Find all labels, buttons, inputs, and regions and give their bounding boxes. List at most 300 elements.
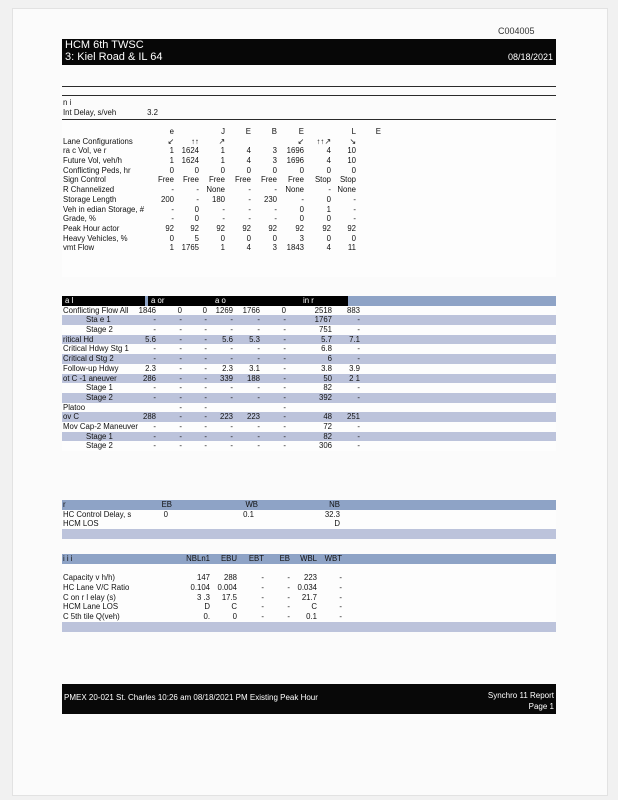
major-cell: 0	[202, 305, 207, 315]
lane-mvmt-cell: 0	[232, 612, 237, 622]
major-header-cell: a I	[62, 296, 145, 306]
lane-mvmt-cell: 147	[196, 573, 210, 583]
lane-cell: Free	[182, 175, 199, 185]
major-cell: -	[357, 392, 360, 402]
lane-mvmt-cell: 0.104	[190, 583, 210, 593]
major-cell: -	[179, 392, 182, 402]
lane-cell: 0	[169, 233, 174, 243]
lane-cell: 4	[326, 156, 331, 166]
movement-header-cell: J	[221, 127, 225, 136]
lane-mvmt-cell: 3 .3	[196, 592, 210, 602]
lane-cell: 200	[160, 194, 174, 204]
major-header-cell: in r	[300, 296, 348, 306]
lane-cell: Stop	[339, 175, 356, 185]
approach-header-cell: NB	[329, 500, 340, 509]
lane-mvmt-cell: -	[339, 583, 342, 593]
approach-cell: 32.3	[324, 509, 340, 519]
major-cell: 3.9	[349, 363, 360, 373]
major-cell: -	[357, 344, 360, 354]
major-cell: -	[179, 325, 182, 335]
lane-cell: -	[248, 185, 251, 195]
lane-cell: -	[171, 204, 174, 214]
lane-mvmt-cell: 288	[223, 573, 237, 583]
major-cell: -	[230, 315, 233, 325]
row-label: Stage 2	[86, 325, 113, 335]
major-cell: -	[357, 325, 360, 335]
major-cell: -	[204, 363, 207, 373]
lane-mvmt-cell: 0.004	[217, 583, 237, 593]
major-cell: -	[204, 402, 207, 412]
major-header-cell: a o	[212, 296, 335, 306]
lane-cell: 92	[165, 223, 174, 233]
major-cell: -	[230, 431, 233, 441]
lane-cell: -	[274, 185, 277, 195]
int-delay-value: 3.2	[147, 107, 158, 117]
major-row	[62, 325, 556, 335]
lane-cell: 0	[194, 165, 199, 175]
lane-cell: 92	[190, 223, 199, 233]
lane-cell: 0	[299, 165, 304, 175]
lane-row	[62, 166, 556, 176]
row-label: Stage 2	[86, 392, 113, 402]
lane-mvmt-cell: 17.5	[221, 592, 237, 602]
lane-cell: None	[337, 185, 356, 195]
major-cell: -	[153, 315, 156, 325]
lane-cell: 0	[220, 233, 225, 243]
major-cell: -	[283, 412, 286, 422]
major-cell: -	[283, 392, 286, 402]
lane-mvmt-row	[62, 593, 556, 603]
major-cell: -	[179, 421, 182, 431]
major-cell: -	[357, 431, 360, 441]
lane-cell: 1	[326, 204, 331, 214]
lane-movement-table	[62, 554, 556, 632]
row-label: Mov Cap-2 Maneuver	[63, 421, 138, 431]
major-row	[62, 412, 556, 422]
lane-row	[62, 214, 556, 224]
major-cell: 3.1	[249, 363, 260, 373]
lane-cell: ↙	[297, 136, 304, 146]
lane-cell: 92	[347, 223, 356, 233]
lane-cell: -	[353, 204, 356, 214]
row-label: HC Lane V/C Ratio	[63, 583, 130, 593]
major-row	[62, 306, 556, 316]
major-cell: -	[283, 344, 286, 354]
lane-cell: 0	[246, 165, 251, 175]
lane-cell: 0	[246, 233, 251, 243]
lane-cell: -	[248, 214, 251, 224]
major-cell: 5.3	[249, 334, 260, 344]
lane-cell: 180	[211, 194, 225, 204]
lane-mvmt-header-cell: WBT	[324, 554, 342, 563]
major-cell: 2518	[314, 305, 332, 315]
lane-cell: Free	[260, 175, 277, 185]
major-row	[62, 422, 556, 432]
major-cell: -	[153, 431, 156, 441]
lane-mvmt-cell: -	[339, 602, 342, 612]
major-cell: 82	[323, 431, 332, 441]
lane-row	[62, 185, 556, 195]
int-delay-label: Int Delay, s/veh	[63, 107, 117, 117]
major-cell: -	[257, 354, 260, 364]
row-label: R Channelized	[63, 185, 115, 195]
lane-cell: ↑↑↗	[316, 136, 331, 146]
spacer-row	[62, 622, 556, 632]
major-cell: -	[230, 421, 233, 431]
row-label: Stage 2	[86, 441, 113, 451]
lane-mvmt-header-cell: EBT	[248, 554, 264, 563]
lane-cell: 1	[220, 243, 225, 253]
approach-cell: 0	[163, 509, 168, 519]
movement-header-cell: E	[375, 127, 381, 136]
major-cell: 306	[318, 441, 332, 451]
major-cell: 286	[142, 373, 156, 383]
movement-header-cell: e	[169, 127, 174, 136]
lane-row	[62, 205, 556, 215]
major-cell: 1269	[215, 305, 233, 315]
major-cell: 1846	[138, 305, 156, 315]
major-cell: 2.3	[222, 363, 233, 373]
major-row	[62, 383, 556, 393]
row-label: C 5th tile Q(veh)	[63, 612, 120, 622]
row-label: ra c Vol, ve r	[63, 146, 107, 156]
lane-cell: 3	[272, 243, 277, 253]
row-label: Sta e 1	[86, 315, 111, 325]
lane-row	[62, 156, 556, 166]
lane-cell: 1	[220, 146, 225, 156]
lane-cell: ↗	[218, 136, 225, 146]
major-row	[62, 403, 556, 413]
section-label: n i	[63, 98, 72, 107]
major-cell: 1766	[242, 305, 260, 315]
major-header-cell: a or	[148, 296, 231, 306]
row-label: HCM Lane LOS	[63, 602, 119, 612]
lane-cell: 11	[347, 243, 356, 253]
major-cell: -	[257, 315, 260, 325]
major-cell: 82	[323, 383, 332, 393]
approach-cell: 0.1	[243, 509, 254, 519]
lane-mvmt-cell: -	[261, 573, 264, 583]
major-cell: -	[204, 354, 207, 364]
major-cell: 5.6	[222, 334, 233, 344]
lane-cell: 92	[268, 223, 277, 233]
lane-row	[62, 195, 556, 205]
major-cell: -	[257, 441, 260, 451]
lane-mvmt-header-row	[62, 554, 556, 564]
row-label: Sign Control	[63, 175, 106, 185]
lane-cell: 0	[169, 165, 174, 175]
row-label: Platoo	[63, 402, 86, 412]
approach-table	[62, 500, 556, 539]
row-label: Grade, %	[63, 214, 96, 224]
major-cell: -	[283, 431, 286, 441]
lane-mvmt-cell: -	[287, 583, 290, 593]
lane-cell: 92	[322, 223, 331, 233]
major-cell: 188	[246, 373, 260, 383]
lane-mvmt-cell: -	[261, 602, 264, 612]
lane-cell: 4	[326, 243, 331, 253]
lane-cell: -	[328, 185, 331, 195]
lane-row	[62, 146, 556, 156]
lane-cell: Free	[287, 175, 304, 185]
major-cell: -	[204, 315, 207, 325]
major-row	[62, 441, 556, 451]
major-cell: 392	[318, 392, 332, 402]
lane-cell: -	[248, 204, 251, 214]
lane-mvmt-cell: -	[261, 612, 264, 622]
row-label: Stage 1	[86, 431, 113, 441]
major-cell: -	[204, 421, 207, 431]
lane-cell: ↙	[167, 136, 174, 146]
lane-cell: 1696	[286, 146, 304, 156]
report-title: HCM 6th TWSC	[65, 39, 144, 51]
lane-mvmt-cell: 0.1	[306, 612, 317, 622]
major-cell: -	[283, 373, 286, 383]
lane-mvmt-cell: -	[261, 592, 264, 602]
major-cell: -	[204, 383, 207, 393]
major-cell: -	[179, 383, 182, 393]
major-cell: -	[179, 344, 182, 354]
spacer-row	[62, 529, 556, 539]
lane-mvmt-row	[62, 573, 556, 583]
major-cell: -	[257, 431, 260, 441]
major-cell: -	[179, 412, 182, 422]
major-row	[62, 432, 556, 442]
approach-header-row	[62, 500, 556, 510]
major-cell: -	[153, 421, 156, 431]
spacer-row	[62, 564, 556, 574]
major-cell: -	[204, 334, 207, 344]
lane-cell: 0	[272, 233, 277, 243]
major-minor-table	[62, 296, 556, 451]
major-cell: 72	[323, 421, 332, 431]
lane-cell: 0	[326, 214, 331, 224]
lane-cell: 0	[194, 204, 199, 214]
major-cell: 883	[346, 305, 360, 315]
major-cell: -	[179, 441, 182, 451]
lane-cell: -	[248, 194, 251, 204]
lane-mvmt-cell: D	[204, 602, 210, 612]
major-row	[62, 344, 556, 354]
major-cell: -	[179, 315, 182, 325]
lane-cell: -	[196, 185, 199, 195]
major-cell: 251	[346, 412, 360, 422]
approach-delay-row	[62, 510, 556, 520]
major-cell: -	[257, 325, 260, 335]
lane-mvmt-header-cell: NBLn1	[186, 554, 210, 563]
major-cell: -	[153, 354, 156, 364]
major-cell: 223	[246, 412, 260, 422]
report-date: 08/18/2021	[507, 52, 553, 62]
lane-cell: 1765	[181, 243, 199, 253]
lane-cell: -	[196, 194, 199, 204]
document-id: C004005	[498, 26, 535, 36]
major-cell: -	[204, 344, 207, 354]
major-cell: -	[257, 383, 260, 393]
row-label: Conflicting Flow All	[63, 305, 129, 315]
major-cell: -	[179, 431, 182, 441]
movement-header-cell: E	[298, 127, 304, 136]
lane-mvmt-cell: 21.7	[301, 592, 317, 602]
divider	[62, 86, 556, 87]
major-cell: 1767	[314, 315, 332, 325]
major-cell: 2.3	[145, 363, 156, 373]
section-label-row	[62, 98, 556, 108]
lane-mvmt-cell: -	[261, 583, 264, 593]
major-cell: 6	[327, 354, 332, 364]
row-label: Veh in edian Storage, #	[63, 204, 145, 214]
intersection-section	[62, 98, 556, 117]
row-label: Future Vol, veh/h	[63, 156, 122, 166]
lane-cell: 0	[220, 165, 225, 175]
major-cell: -	[283, 421, 286, 431]
lane-cell: 3	[272, 146, 277, 156]
major-cell: -	[357, 383, 360, 393]
major-cell: -	[179, 402, 182, 412]
lane-mvmt-cell: C	[231, 602, 237, 612]
lane-cell: 0	[326, 165, 331, 175]
approach-cell: D	[334, 519, 340, 529]
major-cell: -	[179, 334, 182, 344]
movement-header-cell: B	[271, 127, 277, 136]
major-cell: -	[230, 354, 233, 364]
report-footer	[62, 684, 556, 714]
major-cell: 6.8	[321, 344, 332, 354]
lane-row	[62, 137, 556, 147]
lane-mvmt-cell: -	[339, 592, 342, 602]
lane-mvmt-cell: -	[287, 573, 290, 583]
lane-cell: 1624	[181, 146, 199, 156]
lane-cell: 4	[246, 146, 251, 156]
major-cell: -	[357, 421, 360, 431]
major-cell: -	[357, 441, 360, 451]
lane-cell: 10	[347, 156, 356, 166]
lane-cell: Free	[157, 175, 174, 185]
major-cell: -	[283, 315, 286, 325]
major-cell: -	[283, 402, 286, 412]
lane-cell: -	[353, 194, 356, 204]
lane-cell: ↑↑	[191, 136, 199, 146]
lane-cell: 0	[272, 165, 277, 175]
row-label: Conflicting Peds, hr	[63, 165, 131, 175]
lane-cell: -	[301, 194, 304, 204]
major-row	[62, 335, 556, 345]
lane-cell: -	[274, 214, 277, 224]
lane-cell: -	[171, 185, 174, 195]
movement-header-row	[62, 127, 556, 137]
major-cell: 5.6	[145, 334, 156, 344]
row-label: Peak Hour actor	[63, 223, 120, 233]
major-row	[62, 393, 556, 403]
major-row	[62, 374, 556, 384]
lane-cell: Free	[234, 175, 251, 185]
lanes-table	[62, 127, 556, 253]
lane-cell: Free	[208, 175, 225, 185]
lane-row	[62, 175, 556, 185]
lane-mvmt-header-cell: EB	[279, 554, 290, 563]
row-label: HCM LOS	[63, 519, 99, 529]
row-label: Follow-up Hdwy	[63, 363, 119, 373]
major-cell: -	[357, 315, 360, 325]
lane-cell: Stop	[314, 175, 331, 185]
major-cell: -	[179, 363, 182, 373]
lane-row	[62, 224, 556, 234]
major-cell: -	[204, 431, 207, 441]
major-row	[62, 354, 556, 364]
major-cell: -	[230, 392, 233, 402]
lane-cell: 3	[272, 156, 277, 166]
row-label: Lane Configurations	[63, 136, 133, 146]
major-cell: -	[283, 325, 286, 335]
major-cell: 7.1	[349, 334, 360, 344]
major-cell: -	[153, 325, 156, 335]
approach-los-row	[62, 519, 556, 529]
lane-cell: -	[222, 214, 225, 224]
major-cell: -	[283, 354, 286, 364]
lane-mvmt-cell: -	[339, 573, 342, 583]
row-label: Critical d Stg 2	[63, 354, 114, 364]
lane-mvmt-cell: C	[311, 602, 317, 612]
lane-mvmt-cell: -	[287, 592, 290, 602]
lane-mvmt-row	[62, 612, 556, 622]
lane-row	[62, 243, 556, 253]
lane-cell: -	[222, 204, 225, 214]
lane-cell: 10	[347, 146, 356, 156]
lane-cell: 0	[351, 165, 356, 175]
approach-header-cell: EB	[161, 500, 172, 509]
footer-report: Synchro 11 Report	[487, 691, 554, 700]
row-label: i i i	[63, 554, 73, 563]
lane-cell: 1	[169, 243, 174, 253]
lane-mvmt-cell: -	[287, 602, 290, 612]
lane-cell: 0	[326, 194, 331, 204]
major-cell: -	[153, 344, 156, 354]
row-label: Heavy Vehicles, %	[63, 233, 128, 243]
major-cell: 288	[142, 412, 156, 422]
divider	[62, 95, 556, 96]
lane-mvmt-cell: 223	[303, 573, 317, 583]
major-cell: -	[204, 325, 207, 335]
row-label: ot C -1 aneuver	[63, 373, 117, 383]
major-cell: -	[230, 383, 233, 393]
lane-cell: 0	[326, 233, 331, 243]
major-cell: -	[153, 383, 156, 393]
report-header	[62, 39, 556, 65]
lane-cell: -	[171, 214, 174, 224]
lane-cell: None	[206, 185, 225, 195]
lane-row	[62, 234, 556, 244]
intersection-name: 3: Kiel Road & IL 64	[65, 51, 163, 63]
lane-cell: 1624	[181, 156, 199, 166]
row-label: Critical Hdwy Stg 1	[63, 344, 129, 354]
major-cell: -	[257, 392, 260, 402]
major-cell: 2 1	[349, 373, 360, 383]
int-delay-row	[62, 108, 556, 118]
lane-mvmt-row	[62, 602, 556, 612]
lane-cell: 5	[194, 233, 199, 243]
row-label: Storage Length	[63, 194, 117, 204]
lane-cell: 0	[194, 214, 199, 224]
major-cell: -	[230, 344, 233, 354]
major-cell: 0	[177, 305, 182, 315]
footer-info: PMEX 20-021 St. Charles 10:26 am 08/18/2021 PM Existing Peak Hour	[64, 693, 318, 702]
lane-cell: None	[285, 185, 304, 195]
lane-cell: -	[353, 214, 356, 224]
major-cell: 751	[318, 325, 332, 335]
major-cell: -	[283, 334, 286, 344]
major-cell: -	[230, 441, 233, 451]
lane-cell: ↘	[349, 136, 356, 146]
